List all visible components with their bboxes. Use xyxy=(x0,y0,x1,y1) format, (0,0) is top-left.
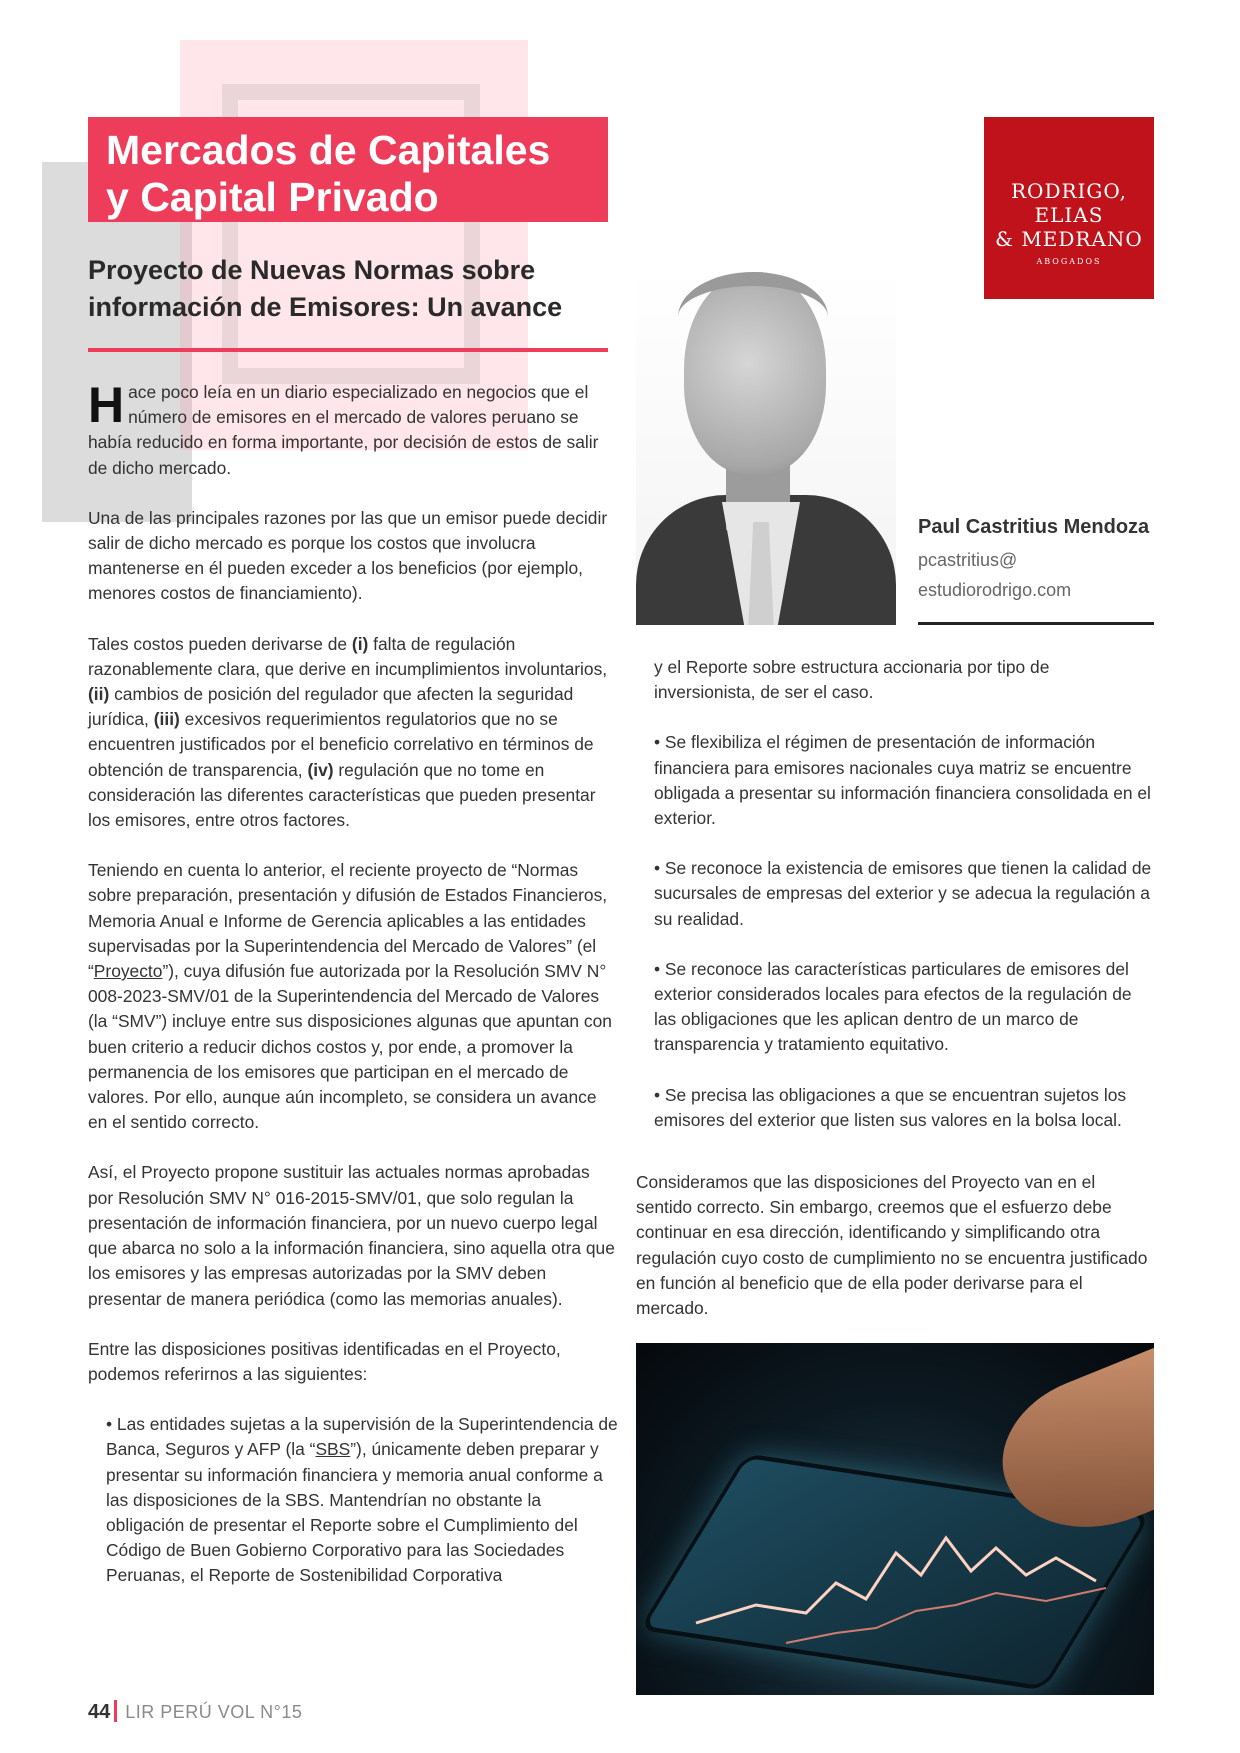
p3-text-c: cambios de posición del regulador que afecten la seguridad jurídica, xyxy=(88,684,574,730)
paragraph-3 xyxy=(88,632,618,834)
author-email[interactable] xyxy=(918,545,1071,605)
logo-subtitle: ABOGADOS xyxy=(1036,257,1102,266)
author-email-line-1: pcastritius@ xyxy=(918,550,1018,570)
title-divider xyxy=(88,348,608,352)
bullet-sbs-continued: y el Reporte sobre estructura accionaria por tipo de inversionista, de ser el caso. xyxy=(654,657,1050,703)
p3-marker-ii: (ii) xyxy=(88,684,110,705)
page-number: 44 xyxy=(88,1701,111,1723)
logo-line-1: RODRIGO, xyxy=(1010,179,1127,203)
article-title-line-2: información de Emisores: Un avance xyxy=(88,292,563,322)
logo-line-3: & MEDRANO xyxy=(995,227,1143,251)
section-title xyxy=(88,117,608,222)
bullet-obligations: • Se precisa las obligaciones a que se encuentran sujetos los emisores del exterior que listen sus valores en la bolsa local. xyxy=(654,1084,1127,1130)
right-column-conclusion xyxy=(636,1170,1156,1346)
logo-line-2: ELIAS xyxy=(1034,203,1104,227)
bullet1-text-a: • Las entidades sujetas a la supervisión de la Superintendencia de Banca, Seguros y AFP (la “ xyxy=(106,1414,618,1460)
bullet1-text-b: ”), únicamente deben preparar y presentar su información financiera y memoria anual conforme a las disposiciones de la SBS. Mantendrían no obstante la obligación de presentar el Reporte sobre el Cumplimiento del Código de Buen Gobierno Corporativo para las Sociedades Peruanas, el Reporte de Sostenibilidad Corporativa xyxy=(106,1439,603,1586)
illustration-line-1 xyxy=(696,1538,1096,1623)
author-name: Paul Castritius Mendoza xyxy=(918,516,1150,538)
p3-text-a: Tales costos pueden derivarse de xyxy=(88,633,352,654)
publication-name: LIR PERÚ VOL N°15 xyxy=(125,1702,303,1722)
p3-text-e: regulación que no tome en consideración las diferentes características que pueden presentar los emisores, entre otros factores. xyxy=(88,759,596,831)
footer-divider xyxy=(114,1700,117,1722)
page-footer xyxy=(88,1700,302,1724)
p3-text-b: falta de regulación razonablemente clara, que derive en incumplimientos involuntarios, xyxy=(88,633,608,679)
photo-hair xyxy=(678,272,828,362)
drop-cap: H xyxy=(88,377,125,433)
p3-marker-i: (i) xyxy=(351,633,369,654)
paragraph-conclusion: Consideramos que las disposiciones del Proyecto van en el sentido correcto. Sin embargo, creemos que el esfuerzo debe continuar en esa dirección, identificando y simplificando otra regulación cuyo costo de cumplimiento no se encuentra justificado en función al beneficio que de ella poder derivarse para el mercado. xyxy=(636,1172,1148,1319)
p3-marker-iv: (iv) xyxy=(307,759,334,780)
p3-marker-iii: (iii) xyxy=(153,709,180,730)
proyecto-link[interactable]: Proyecto xyxy=(93,961,163,982)
sbs-link[interactable]: SBS xyxy=(315,1439,351,1460)
p3-text-d: excesivos requerimientos regulatorios que no se encuentren justificados por el beneficio correlativo en términos de obtención de transparencia, xyxy=(88,709,594,780)
article-title-line-1: Proyecto de Nuevas Normas sobre xyxy=(88,255,536,285)
bullet-financial-regime: • Se flexibiliza el régimen de presentación de información financiera para emisores nacionales cuya matriz se encuentre obligada a presentar su información financiera consolidada en el exterior. xyxy=(654,732,1151,829)
illustration-line-2 xyxy=(786,1588,1106,1643)
bullet-branches: • Se reconoce la existencia de emisores que tienen la calidad de sucursales de empresas del exterior y se adecua la regulación a su realidad. xyxy=(654,858,1152,929)
tablet-chart-illustration xyxy=(636,1343,1154,1695)
section-title-line-2: y Capital Privado xyxy=(106,174,439,220)
bullet-sbs xyxy=(106,1412,618,1588)
article-title xyxy=(88,252,618,326)
paragraph-5: Así, el Proyecto propone sustituir las actuales normas aprobadas por Resolución SMV N° 016-2015-SMV/01, que solo regulan la presentación de información financiera, por un nuevo cuerpo legal que abarca no solo a la información financiera, sino aquella otra que los emisores y las empresas autorizadas por la SMV deben presentar de manera periódica (como las memorias anuales). xyxy=(88,1162,615,1309)
section-title-line-1: Mercados de Capitales xyxy=(106,127,551,173)
author-photo xyxy=(636,270,896,625)
paragraph-2: Una de las principales razones por las que un emisor puede decidir salir de dicho mercado es porque los costos que involucra mantenerse en él pueden exceder a los beneficios (por ejemplo, menores costos de financiamiento). xyxy=(88,507,608,604)
author-divider xyxy=(918,622,1154,625)
p4-text-a: Teniendo en cuenta lo anterior, el reciente proyecto de “Normas sobre preparación, presentación y difusión de Estados Financieros, Memoria Anual e Informe de Gerencia aplicables a las entidades supervisadas por la Superintendencia del Mercado de Valores” (el “ xyxy=(88,860,608,982)
paragraph-4 xyxy=(88,858,618,1135)
p4-text-b: ”), cuya difusión fue autorizada por la Resolución SMV N° 008-2023-SMV/01 de la Superintendencia del Mercado de Valores (la “SMV”) incluye entre sus disposiciones algunas que apuntan con buen criterio a reducir dichos costos y, por ende, a promover la permanencia de los emisores que participan en el mercado de valores. Por ello, aunque aún incompleto, se considera un avance en el sentido correcto. xyxy=(88,961,612,1133)
intro-text: ace poco leía en un diario especializado en negocios que el número de emisores en el mercado de valores peruano se había reducido en forma importante, por decisión de estos de salir de dicho mercado. xyxy=(88,382,599,478)
right-column-bullets xyxy=(654,655,1154,1158)
left-column xyxy=(88,377,618,1614)
paragraph-intro xyxy=(88,377,618,481)
bullet-foreign-issuers: • Se reconoce las características particulares de emisores del exterior considerados locales para efectos de la regulación de las obligaciones que les aplican dentro de un marco de transparencia y tratamiento equitativo. xyxy=(654,958,1132,1055)
firm-logo xyxy=(984,117,1154,299)
author-email-line-2: estudiorodrigo.com xyxy=(918,580,1072,600)
paragraph-6: Entre las disposiciones positivas identificadas en el Proyecto, podemos referirnos a las siguientes: xyxy=(88,1338,561,1384)
